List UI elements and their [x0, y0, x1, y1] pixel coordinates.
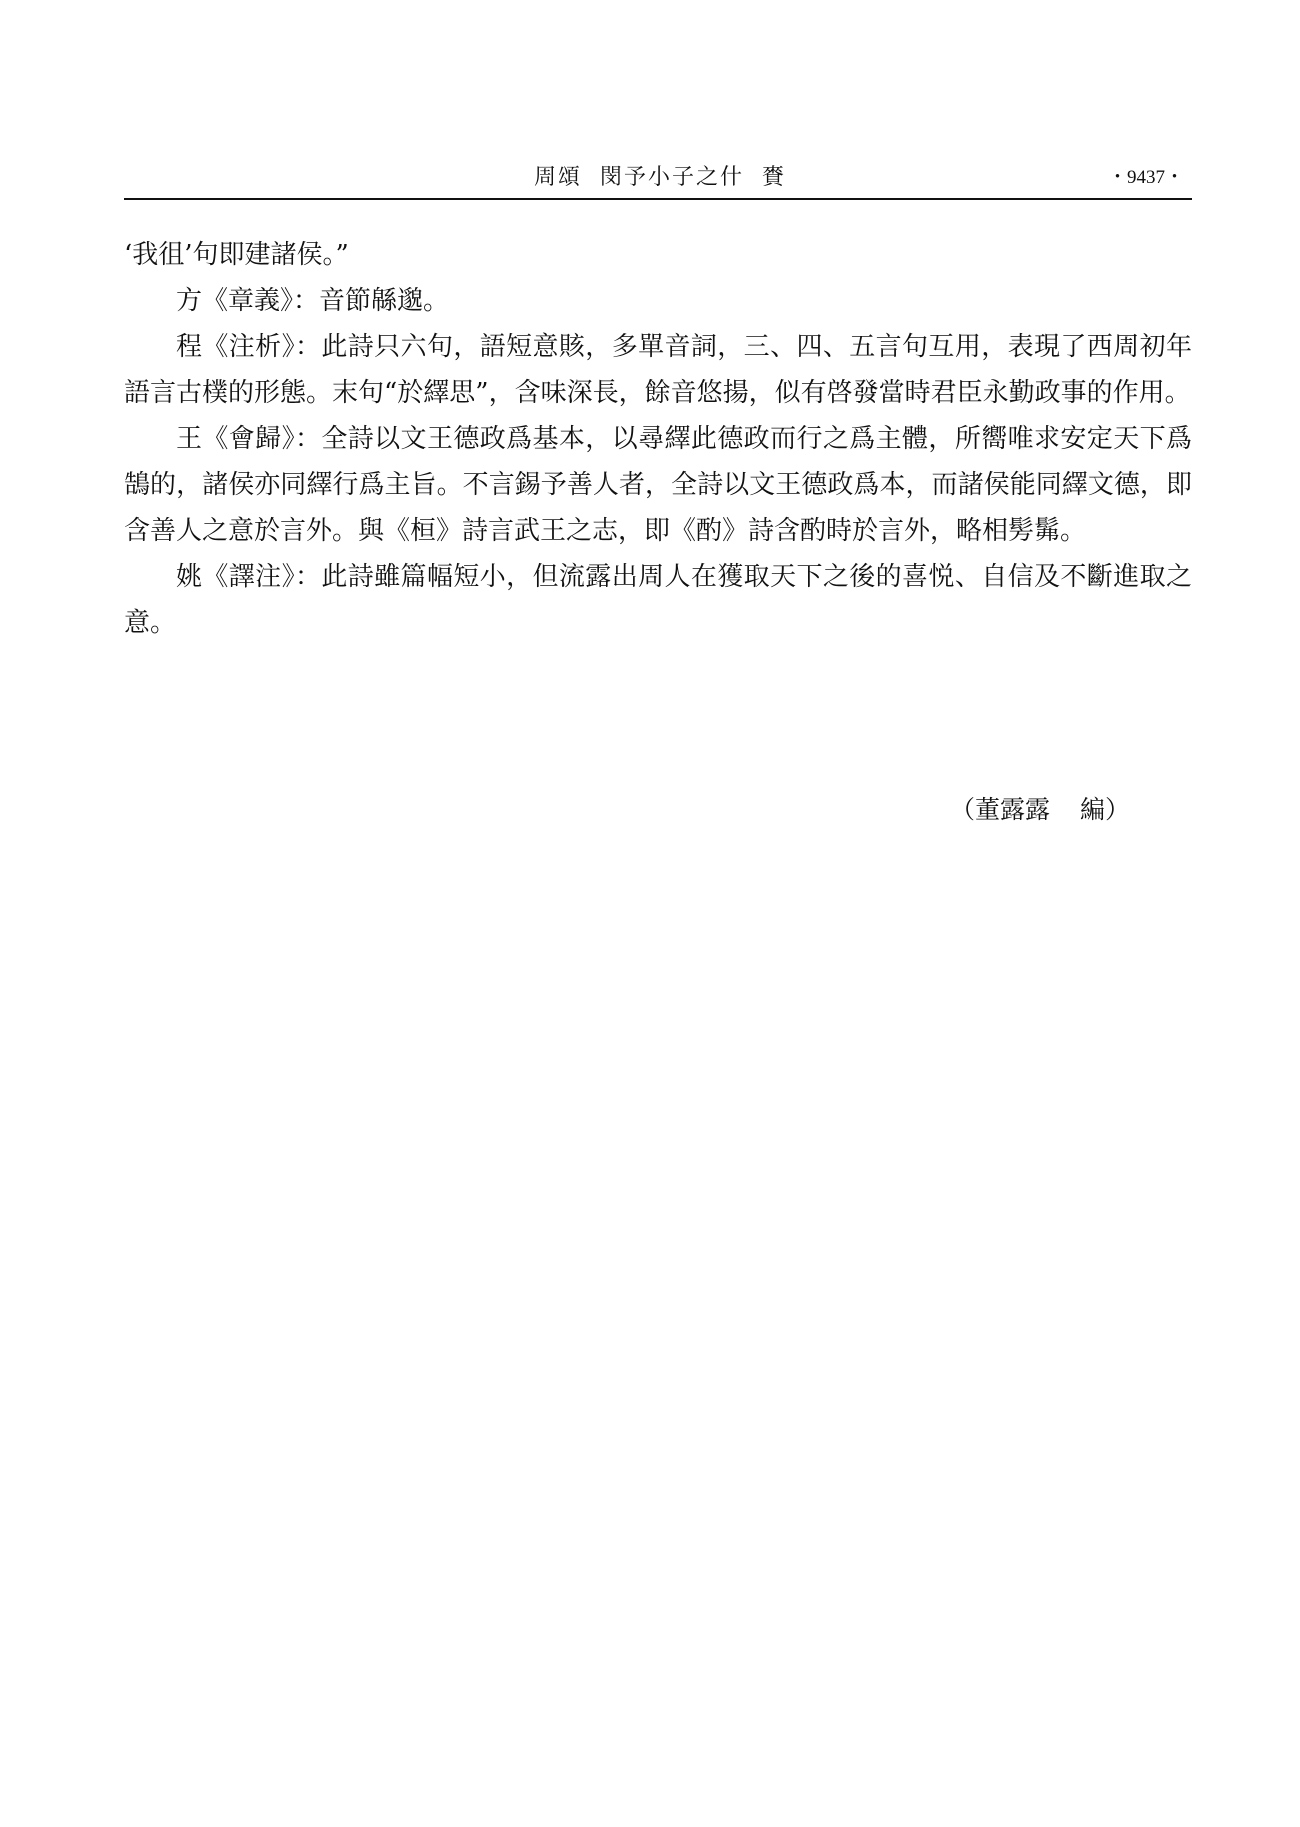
running-header: [124, 160, 1192, 200]
paragraph-yao-yizhu: 姚《譯注》：此詩雖篇幅短小，但流露出周人在獲取天下之後的喜悦、自信及不斷進取之意。: [124, 562, 1192, 638]
running-title: [534, 160, 786, 191]
body-text: [124, 232, 1192, 646]
paragraph-fang-zhangyi: 方《章義》：音節緜邈。: [176, 286, 450, 316]
section-title: 周頌: [534, 165, 583, 190]
editor-name: 董露露: [975, 795, 1051, 824]
paragraph-cheng-zhuxi: 程《注析》：此詩只六句，語短意賅，多單音詞，三、四、五言句互用，表現了西周初年語言古樸的形態。末句“於繹思”，含味深長，餘音悠揚，似有啓發當時君臣永勤政事的作用。: [124, 332, 1192, 408]
paragraph-wang-huigui: 王《會歸》：全詩以文王德政爲基本，以尋繹此德政而行之爲主體，所嚮唯求安定天下爲鵠的，諸侯亦同繹行爲主旨。不言錫予善人者，全詩以文王德政爲本，而諸侯能同繹文德，即含善人之意於言外。與《桓》詩言武王之志，即《酌》詩含酌時於言外，略相髣髴。: [124, 424, 1192, 546]
chapter-title: 閔予小子之什: [600, 165, 745, 190]
header-rule: [124, 198, 1192, 200]
editor-credit: [950, 790, 1130, 826]
credit-close-paren: ）: [1105, 795, 1131, 824]
page-number: ・9437・: [1107, 167, 1184, 188]
paragraph-continuation: ‘我徂’句即建諸侯。”: [124, 240, 349, 270]
credit-open-paren: （: [950, 795, 976, 824]
poem-title: 賚: [762, 165, 787, 190]
editor-role: 編: [1080, 795, 1106, 824]
